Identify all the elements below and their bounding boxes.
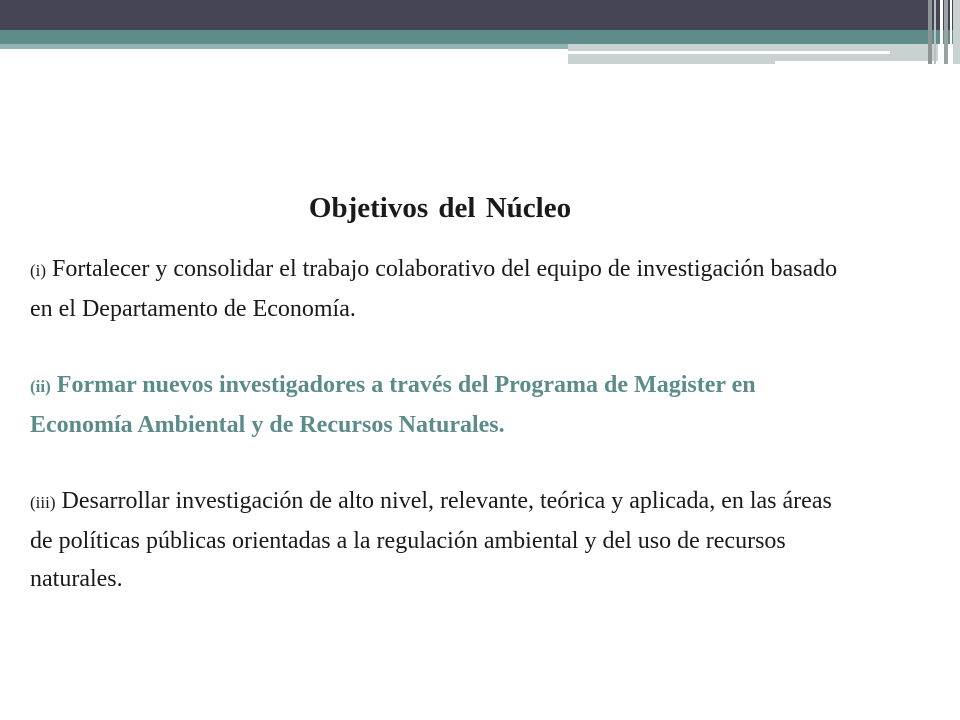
objective-number: (ii) bbox=[30, 377, 51, 396]
objective-text: Formar nuevos investigadores a través del Programa de Magister en Economía Ambiental y de Recursos Naturales. bbox=[30, 372, 756, 438]
slide-content bbox=[30, 190, 850, 636]
objective-text: Desarrollar investigación de alto nivel, relevante, teórica y aplicada, en las áreas de políticas públicas orientadas a la regulación ambiental y del uso de recursos naturales. bbox=[30, 488, 832, 592]
header-vertical-stripe bbox=[934, 0, 936, 64]
header-vertical-stripe bbox=[944, 0, 948, 64]
header-white-line bbox=[568, 51, 890, 54]
header-teal-band bbox=[0, 30, 960, 44]
header-dark-band bbox=[0, 0, 960, 30]
objective-number: (iii) bbox=[30, 493, 56, 512]
header-white-line bbox=[775, 61, 938, 64]
slide-title: Objetivos del Núcleo bbox=[308, 192, 572, 224]
header-teal-light-stripe bbox=[0, 44, 568, 49]
objective-item bbox=[30, 482, 850, 598]
objective-text: Fortalecer y consolidar el trabajo colaborativo del equipo de investigación basado en el Departamento de Economía. bbox=[30, 256, 838, 322]
header-vertical-stripe bbox=[940, 0, 943, 64]
objective-item-highlighted bbox=[30, 366, 850, 444]
header-vertical-stripe bbox=[953, 0, 960, 64]
objective-item bbox=[30, 250, 850, 328]
header-vertical-stripe bbox=[950, 0, 952, 64]
objective-number: (i) bbox=[30, 261, 47, 280]
header-vertical-stripe bbox=[928, 0, 932, 64]
